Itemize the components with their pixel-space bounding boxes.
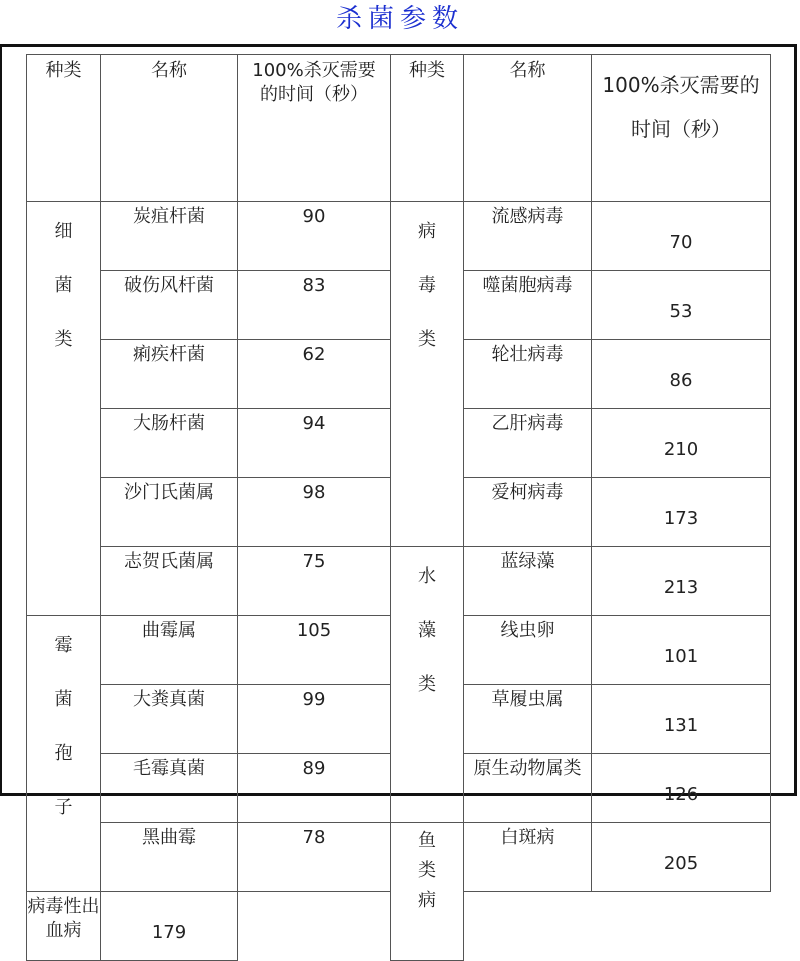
left-name-cell: 破伤风杆菌 bbox=[101, 271, 238, 340]
header-name-a: 名称 bbox=[101, 55, 238, 202]
right-name-cell: 流感病毒 bbox=[464, 202, 592, 271]
right-category-0-char-1: 毒 bbox=[418, 275, 436, 296]
right-time-cell: 179 bbox=[101, 892, 238, 961]
left-category-0-char-0: 细 bbox=[54, 221, 73, 242]
left-time-cell: 105 bbox=[238, 616, 391, 685]
left-time-cell: 78 bbox=[238, 823, 391, 892]
left-category-0 bbox=[27, 202, 101, 616]
right-name-cell: 病毒性出血病 bbox=[27, 892, 101, 961]
header-category-a: 种类 bbox=[27, 55, 101, 202]
right-name-cell: 白斑病 bbox=[464, 823, 592, 892]
left-name-cell: 曲霉属 bbox=[101, 616, 238, 685]
left-time-cell: 99 bbox=[238, 685, 391, 754]
right-name-cell: 原生动物属类 bbox=[464, 754, 592, 823]
right-time-cell: 53 bbox=[592, 271, 771, 340]
left-category-1-char-1: 菌 bbox=[54, 689, 73, 710]
header-time-a-line2: 的时间（秒） bbox=[260, 84, 368, 105]
right-category-0 bbox=[391, 202, 464, 547]
left-name-cell: 毛霉真菌 bbox=[101, 754, 238, 823]
right-time-cell: 205 bbox=[592, 823, 771, 892]
left-name-cell: 痢疾杆菌 bbox=[101, 340, 238, 409]
left-category-0-char-1: 菌 bbox=[54, 275, 73, 296]
header-time-b bbox=[592, 55, 771, 202]
left-time-cell: 90 bbox=[238, 202, 391, 271]
right-name-cell: 乙肝病毒 bbox=[464, 409, 592, 478]
right-time-cell: 70 bbox=[592, 202, 771, 271]
right-category-0-char-0: 病 bbox=[418, 221, 436, 242]
left-category-1-char-0: 霉 bbox=[54, 635, 73, 656]
right-name-cell: 草履虫属 bbox=[464, 685, 592, 754]
right-time-cell: 101 bbox=[592, 616, 771, 685]
right-category-1-char-1: 藻 bbox=[418, 620, 436, 641]
right-category-2-char-0: 鱼 bbox=[418, 830, 436, 851]
left-name-cell: 大粪真菌 bbox=[101, 685, 238, 754]
left-name-cell: 黑曲霉 bbox=[101, 823, 238, 892]
table-row bbox=[27, 547, 771, 616]
left-category-1-char-3: 子 bbox=[54, 797, 73, 818]
right-category-2-char-1: 类 bbox=[418, 860, 436, 881]
header-time-a-line1: 100%杀灭需要 bbox=[252, 60, 376, 81]
left-time-cell: 83 bbox=[238, 271, 391, 340]
right-category-2 bbox=[391, 823, 464, 961]
left-time-cell: 75 bbox=[238, 547, 391, 616]
header-name-b: 名称 bbox=[464, 55, 592, 202]
left-time-cell: 94 bbox=[238, 409, 391, 478]
left-time-cell: 62 bbox=[238, 340, 391, 409]
left-name-cell: 大肠杆菌 bbox=[101, 409, 238, 478]
table-row bbox=[27, 823, 771, 892]
header-time-b-line1: 100%杀灭需要的 bbox=[602, 73, 760, 97]
header-time-b-line2: 时间（秒） bbox=[631, 117, 731, 141]
right-category-1-char-2: 类 bbox=[418, 674, 436, 695]
right-time-cell: 86 bbox=[592, 340, 771, 409]
page-title: 杀菌参数 bbox=[335, 4, 464, 34]
right-name-cell: 爱柯病毒 bbox=[464, 478, 592, 547]
right-name-cell: 噬菌胞病毒 bbox=[464, 271, 592, 340]
left-time-cell: 89 bbox=[238, 754, 391, 823]
right-name-cell: 轮壮病毒 bbox=[464, 340, 592, 409]
right-time-cell: 126 bbox=[592, 754, 771, 823]
header-time-a bbox=[238, 55, 391, 202]
right-name-cell: 蓝绿藻 bbox=[464, 547, 592, 616]
right-category-2-char-2: 病 bbox=[418, 890, 436, 911]
right-time-cell: 210 bbox=[592, 409, 771, 478]
table-row bbox=[27, 202, 771, 271]
sterilization-table bbox=[26, 54, 771, 961]
right-time-cell: 213 bbox=[592, 547, 771, 616]
left-name-cell: 沙门氏菌属 bbox=[101, 478, 238, 547]
left-name-cell: 志贺氏菌属 bbox=[101, 547, 238, 616]
right-category-1 bbox=[391, 547, 464, 823]
left-category-1-char-2: 孢 bbox=[54, 743, 73, 764]
right-time-cell: 131 bbox=[592, 685, 771, 754]
right-category-0-char-2: 类 bbox=[418, 329, 436, 350]
right-time-cell: 173 bbox=[592, 478, 771, 547]
left-name-cell: 炭疽杆菌 bbox=[101, 202, 238, 271]
left-category-0-char-2: 类 bbox=[54, 329, 73, 350]
header-row bbox=[27, 55, 771, 202]
header-category-b: 种类 bbox=[391, 55, 464, 202]
left-category-1 bbox=[27, 616, 101, 892]
right-category-1-char-0: 水 bbox=[418, 566, 436, 587]
right-name-cell: 线虫卵 bbox=[464, 616, 592, 685]
left-time-cell: 98 bbox=[238, 478, 391, 547]
